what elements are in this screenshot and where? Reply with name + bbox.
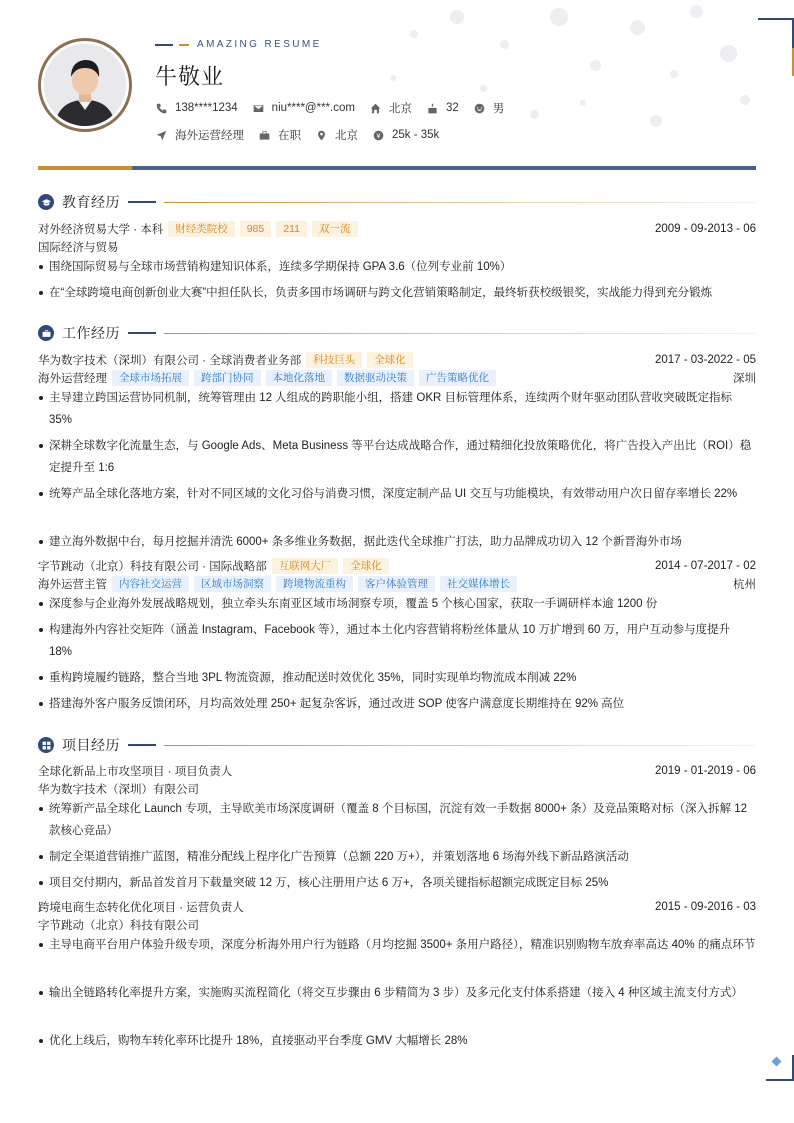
send-icon bbox=[155, 129, 168, 142]
project-date: 2019 - 01-2019 - 06 bbox=[654, 765, 756, 777]
target-job-text: 海外运营经理 bbox=[175, 130, 244, 142]
tagline-rule-gold bbox=[179, 44, 189, 46]
corner-ornament-bottom-right bbox=[766, 1055, 794, 1081]
location-pin-icon bbox=[315, 129, 328, 142]
job-bullet: 搭建海外客户服务反馈闭环，月均高效处理 250+ 起复杂客诉，通过改进 SOP 使客户满意度长期维持在 92% 高位 bbox=[38, 693, 756, 715]
graduation-cap-icon bbox=[38, 194, 54, 210]
job-role-row bbox=[38, 576, 756, 592]
project-header-row bbox=[38, 899, 756, 915]
cake-icon bbox=[426, 102, 439, 115]
project-company: 字节跳动（北京）科技有限公司 bbox=[38, 920, 199, 932]
section-rule bbox=[164, 745, 756, 746]
age-text: 32 bbox=[445, 102, 459, 114]
education-major-row bbox=[38, 239, 756, 255]
section-title-work bbox=[38, 323, 756, 343]
education-bullet: 围绕国际贸易与全球市场营销构建知识体系，连续多学期保持 GPA 3.6（位列专业前 10%） bbox=[38, 256, 756, 278]
project-bullet: 制定全渠道营销推广蓝图，精准分配线上程序化广告预算（总额 220 万+），并策划落地 6 场海外线下新品路演活动 bbox=[38, 846, 756, 868]
job-bullet: 深耕全球数字化流量生态，与 Google Ads、Meta Business 等平台达成战略合作，通过精细化投放策略优化，将广告投入产出比（ROI）稳定提升至 1:6 bbox=[38, 435, 756, 479]
briefcase-icon bbox=[38, 325, 54, 341]
project-bullet: 主导电商平台用户体验升级专项，深度分析海外用户行为链路（月均挖掘 3500+ 条用户路径），精准识别购物车放弃率高达 40% 的痛点环节 bbox=[38, 934, 756, 956]
skill-tag: 数据驱动决策 bbox=[337, 370, 414, 386]
resume-tagline bbox=[155, 39, 322, 50]
job-date: 2014 - 07-2017 - 02 bbox=[654, 560, 756, 572]
tagline-rule-navy bbox=[155, 44, 173, 46]
job-bullet: 建立海外数据中台，每月挖掘并清洗 6000+ 条多维业务数据，据此迭代全球推广打法，助力品牌成功切入 12 个新晋海外市场 bbox=[38, 531, 756, 553]
gender-info bbox=[473, 100, 505, 116]
major-name: 国际经济与贸易 bbox=[38, 242, 119, 254]
target-city-text: 北京 bbox=[335, 130, 358, 142]
job-header-row bbox=[38, 352, 756, 368]
education-header-row bbox=[38, 221, 756, 237]
project-company: 华为数字技术（深圳）有限公司 bbox=[38, 784, 199, 796]
project-bullet: 统筹新产品全球化 Launch 专项，主导欧美市场深度调研（覆盖 8 个目标国，沉淀有效一手数据 8000+ 条）及竞品策略对标（深入拆解 12 款核心竞品） bbox=[38, 798, 756, 842]
job-role: 海外运营主管 bbox=[38, 579, 107, 591]
job-date: 2017 - 03-2022 - 05 bbox=[654, 354, 756, 366]
salary-info bbox=[372, 129, 439, 142]
skill-tag: 社交媒体增长 bbox=[440, 576, 517, 592]
job-role: 海外运营经理 bbox=[38, 373, 107, 385]
avatar bbox=[38, 38, 132, 132]
salary-text: 25k - 35k bbox=[392, 129, 440, 141]
section-dash bbox=[128, 332, 156, 334]
project-date: 2015 - 09-2016 - 03 bbox=[654, 901, 756, 913]
header-divider-bar bbox=[38, 166, 756, 170]
phone-info bbox=[155, 102, 238, 115]
city-text: 北京 bbox=[388, 103, 412, 115]
project-bullet: 优化上线后，购物车转化率环比提升 18%，直接驱动平台季度 GMV 大幅增长 28% bbox=[38, 1030, 756, 1052]
skill-tag: 内容社交运营 bbox=[112, 576, 189, 592]
company-name: 华为数字技术（深圳）有限公司 · 全球消费者业务部 bbox=[38, 355, 302, 367]
candidate-name: 牛敬业 bbox=[155, 64, 225, 89]
company-tag: 全球化 bbox=[367, 352, 413, 368]
grid-icon bbox=[38, 737, 54, 753]
gender-text: 男 bbox=[492, 103, 505, 115]
briefcase-icon bbox=[258, 129, 271, 142]
job-bullet: 统筹产品全球化落地方案，针对不同区域的文化习俗与消费习惯，深度定制产品 UI 交互与功能模块，有效带动用户次日留存率增长 22% bbox=[38, 483, 756, 505]
phone-icon bbox=[155, 102, 168, 115]
tagline-text: AMAZING RESUME bbox=[197, 39, 322, 50]
company-tag: 全球化 bbox=[343, 558, 389, 574]
section-rule bbox=[164, 333, 756, 334]
section-dash bbox=[128, 201, 156, 203]
section-dash bbox=[128, 744, 156, 746]
status-info bbox=[258, 127, 301, 143]
contact-row bbox=[155, 100, 518, 116]
job-bullet: 主导建立跨国运营协同机制，统筹管理由 12 人组成的跨职能小组，搭建 OKR 目标管理体系，连续两个财年驱动团队营收突破既定指标 35% bbox=[38, 387, 756, 431]
school-tag: 985 bbox=[240, 221, 272, 237]
project-company-row bbox=[38, 781, 756, 797]
skill-tag: 本地化落地 bbox=[266, 370, 333, 386]
skill-tag: 跨境物流重构 bbox=[276, 576, 353, 592]
job-bullet: 构建海外内容社交矩阵（涵盖 Instagram、Facebook 等），通过本土化内容营销将粉丝体量从 10 万扩增到 60 万，用户互动参与度提升 18% bbox=[38, 619, 756, 663]
job-bullet: 重构跨境履约链路，整合当地 3PL 物流资源，推动配送时效优化 35%，同时实现单均物流成本削减 22% bbox=[38, 667, 756, 689]
profile-photo bbox=[44, 44, 126, 126]
section-rule bbox=[164, 202, 756, 203]
target-city-info bbox=[315, 127, 358, 143]
email-info bbox=[252, 102, 355, 115]
job-role-row bbox=[38, 370, 756, 386]
job-header-row bbox=[38, 558, 756, 574]
coin-icon bbox=[372, 129, 385, 142]
company-tag: 科技巨头 bbox=[306, 352, 362, 368]
job-location: 杭州 bbox=[733, 579, 756, 591]
city-info bbox=[369, 100, 412, 116]
mail-icon bbox=[252, 102, 265, 115]
job-location: 深圳 bbox=[733, 373, 756, 385]
smiley-icon bbox=[473, 102, 486, 115]
school-tag: 财经类院校 bbox=[168, 221, 235, 237]
project-bullet: 输出全链路转化率提升方案，实施购买流程简化（将交互步骤由 6 步精简为 3 步）及多元化支付体系搭建（接入 4 种区域主流支付方式） bbox=[38, 982, 756, 1004]
project-header-row bbox=[38, 763, 756, 779]
job-intent-row bbox=[155, 127, 453, 143]
corner-ornament-top-right bbox=[758, 18, 794, 54]
skill-tag: 广告策略优化 bbox=[419, 370, 496, 386]
status-text: 在职 bbox=[278, 130, 301, 142]
section-label: 教育经历 bbox=[62, 194, 120, 210]
email-text: niu****@***.com bbox=[271, 102, 355, 114]
project-bullet: 项目交付期内，新品首发首月下载量突破 12 万，核心注册用户达 6 万+，各项关键指标超额完成既定目标 25% bbox=[38, 872, 756, 894]
skill-tag: 全球市场拓展 bbox=[112, 370, 189, 386]
skill-tag: 区域市场洞察 bbox=[194, 576, 271, 592]
company-tag: 互联网大厂 bbox=[272, 558, 339, 574]
company-name: 字节跳动（北京）科技有限公司 · 国际战略部 bbox=[38, 561, 267, 573]
education-date: 2009 - 09-2013 - 06 bbox=[654, 223, 756, 235]
phone-text: 138****1234 bbox=[175, 102, 238, 114]
school-tag: 双一流 bbox=[312, 221, 358, 237]
section-label: 项目经历 bbox=[62, 737, 120, 753]
skill-tag: 跨部门协同 bbox=[194, 370, 261, 386]
project-company-row bbox=[38, 917, 756, 933]
skill-tag: 客户体验管理 bbox=[358, 576, 435, 592]
job-bullet: 深度参与企业海外发展战略规划，独立牵头东南亚区域市场洞察专项，覆盖 5 个核心国家，获取一手调研样本逾 1200 份 bbox=[38, 593, 756, 615]
section-title-projects bbox=[38, 735, 756, 755]
project-name: 跨境电商生态转化优化项目 · 运营负责人 bbox=[38, 902, 244, 914]
target-job-info bbox=[155, 127, 244, 143]
age-info bbox=[426, 102, 459, 115]
project-name: 全球化新品上市攻坚项目 · 项目负责人 bbox=[38, 766, 233, 778]
school-tag: 211 bbox=[276, 221, 307, 237]
education-bullet: 在“全球跨境电商创新创业大赛”中担任队长，负责多国市场调研与跨文化营销策略制定，最终斩获校级银奖，实战能力得到充分锻炼 bbox=[38, 282, 756, 304]
section-title-education bbox=[38, 192, 756, 212]
home-icon bbox=[369, 102, 382, 115]
school-name: 对外经济贸易大学 · 本科 bbox=[38, 224, 164, 236]
section-label: 工作经历 bbox=[62, 325, 120, 341]
